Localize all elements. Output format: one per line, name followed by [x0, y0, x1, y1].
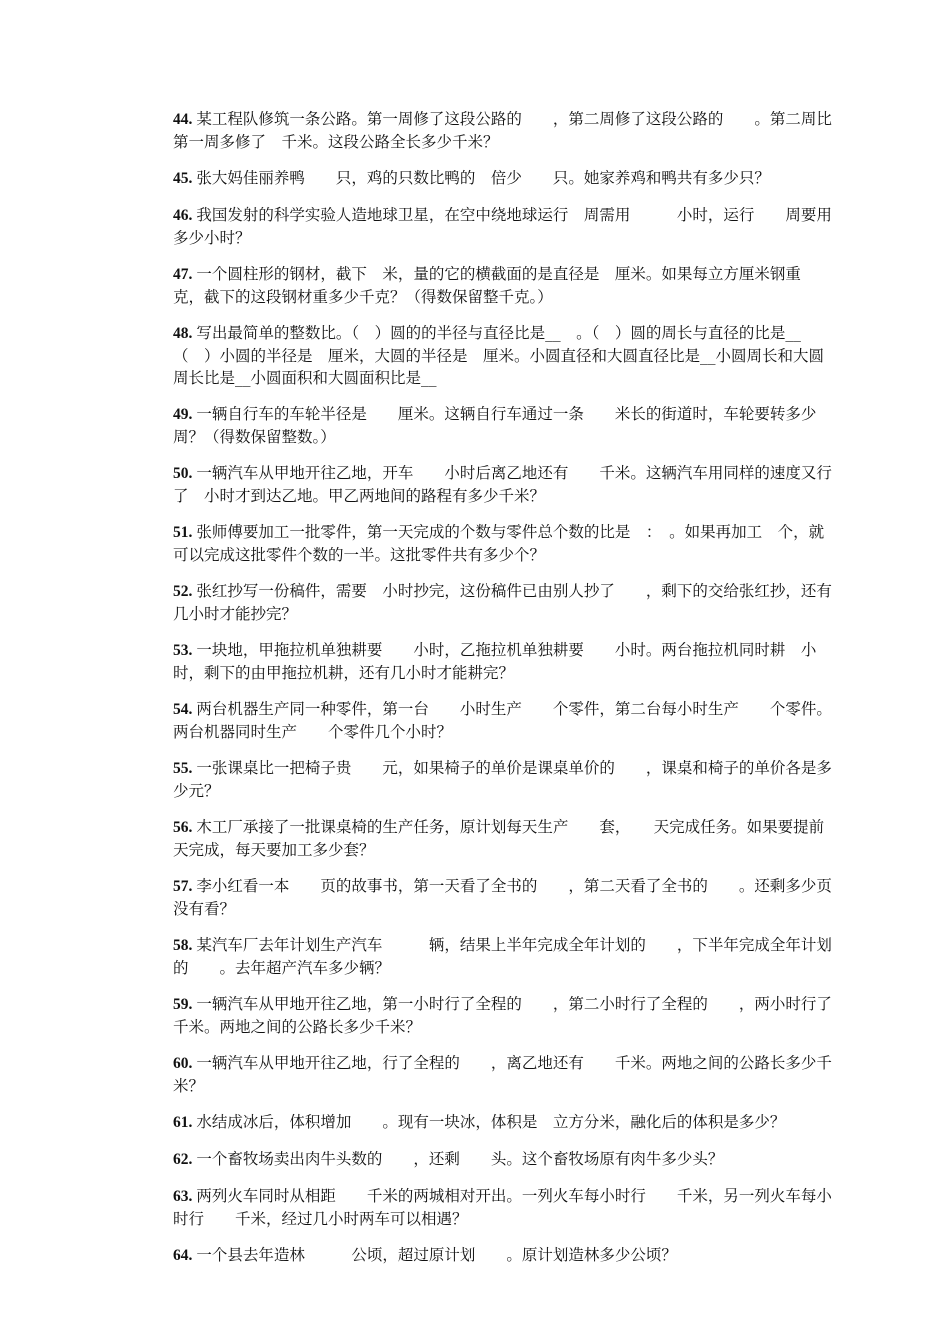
- question-number: 48.: [173, 325, 193, 342]
- question-47: [173, 263, 838, 308]
- question-text: 一块地，甲拖拉机单独耕要 小时，乙拖拉机单独耕要 小时。两台拖拉机同时耕 小时，剩下的由甲拖拉机耕，还有几小时才能耕完？: [173, 641, 817, 682]
- question-52: [173, 580, 838, 625]
- question-number: 47.: [173, 266, 193, 283]
- question-51: [173, 521, 838, 566]
- question-number: 56.: [173, 819, 193, 836]
- question-46: [173, 204, 838, 249]
- question-text: 张师傅要加工一批零件，第一天完成的个数与零件总个数的比是 ： 。如果再加工 个，就可以完成这批零件个数的一半。这批零件共有多少个？: [173, 523, 825, 564]
- question-text: 张红抄写一份稿件，需要 小时抄完，这份稿件已由别人抄了 ，剩下的交给张红抄，还有几小时才能抄完？: [173, 582, 832, 623]
- question-54: [173, 698, 838, 743]
- question-number: 52.: [173, 583, 193, 600]
- question-text: 两列火车同时从相距 千米的两城相对开出。一列火车每小时行 千米，另一列火车每小时行 千米，经过几小时两车可以相遇？: [173, 1187, 832, 1228]
- question-number: 57.: [173, 878, 193, 895]
- question-number: 53.: [173, 642, 193, 659]
- question-text: 一个畜牧场卖出肉牛头数的 ，还剩 头。这个畜牧场原有肉牛多少头？: [196, 1150, 724, 1168]
- question-text: 木工厂承接了一批课桌椅的生产任务，原计划每天生产 套， 天完成任务。如果要提前 天完成，每天要加工多少套？: [173, 818, 840, 859]
- question-56: [173, 816, 838, 861]
- question-number: 54.: [173, 701, 193, 718]
- question-text: 一辆汽车从甲地开往乙地，行了全程的 ，离乙地还有 千米。两地之间的公路长多少千米？: [173, 1054, 832, 1095]
- question-62: [173, 1148, 838, 1171]
- question-text: 一张课桌比一把椅子贵 元，如果椅子的单价是课桌单价的 ，课桌和椅子的单价各是多少元？: [173, 759, 832, 800]
- question-63: [173, 1185, 838, 1230]
- question-number: 62.: [173, 1151, 193, 1168]
- question-number: 55.: [173, 760, 193, 777]
- question-50: [173, 462, 838, 507]
- question-text: 两台机器生产同一种零件，第一台 小时生产 个零件，第二台每小时生产 个零件。两台机器同时生产 个零件几个小时？: [173, 700, 832, 741]
- question-text: 某工程队修筑一条公路。第一周修了这段公路的 ，第二周修了这段公路的 。第二周比第一周多修了 千米。这段公路全长多少千米？: [173, 110, 832, 151]
- question-text: 我国发射的科学实验人造地球卫星，在空中绕地球运行 周需用 小时，运行 周要用多少小时？: [173, 206, 832, 247]
- question-number: 61.: [173, 1114, 193, 1131]
- question-text: 一辆自行车的车轮半径是 厘米。这辆自行车通过一条 米长的街道时，车轮要转多少周？（得数保留整数。）: [173, 405, 817, 446]
- question-53: [173, 639, 838, 684]
- question-text: 一个县去年造林 公顷，超过原计划 。原计划造林多少公顷？: [196, 1246, 677, 1264]
- question-45: [173, 167, 838, 190]
- question-number: 45.: [173, 170, 193, 187]
- question-number: 46.: [173, 207, 193, 224]
- question-text: 写出最简单的整数比。（ ）圆的的半径与直径比是__ 。（ ）圆的周长与直径的比是__（ ）小圆的半径是 厘米，大圆的半径是 厘米。小圆直径和大圆直径比是__小圆周长和大圆周长比是__小圆面积和大圆面积比是__: [173, 324, 825, 387]
- question-49: [173, 403, 838, 448]
- question-number: 58.: [173, 937, 193, 954]
- question-64: [173, 1244, 838, 1267]
- question-61: [173, 1111, 838, 1134]
- worksheet-page: [173, 108, 863, 1281]
- question-number: 63.: [173, 1188, 193, 1205]
- question-60: [173, 1052, 838, 1097]
- question-44: [173, 108, 838, 153]
- question-number: 64.: [173, 1247, 193, 1264]
- question-58: [173, 934, 838, 979]
- question-text: 一辆汽车从甲地开往乙地，第一小时行了全程的 ，第二小时行了全程的 ，两小时行了 千米。两地之间的公路长多少千米？: [173, 995, 863, 1036]
- question-text: 某汽车厂去年计划生产汽车 辆，结果上半年完成全年计划的 ，下半年完成全年计划的 。去年超产汽车多少辆？: [173, 936, 832, 977]
- question-text: 一辆汽车从甲地开往乙地，开车 小时后离乙地还有 千米。这辆汽车用同样的速度又行了 小时才到达乙地。甲乙两地间的路程有多少千米？: [173, 464, 832, 505]
- question-text: 一个圆柱形的钢材，截下 米，量的它的横截面的是直径是 厘米。如果每立方厘米钢重 克，截下的这段钢材重多少千克？（得数保留整千克。）: [173, 265, 832, 306]
- question-text: 水结成冰后，体积增加 。现有一块冰，体积是 立方分米，融化后的体积是多少？: [196, 1113, 786, 1131]
- question-48: [173, 322, 838, 389]
- question-57: [173, 875, 838, 920]
- question-text: 李小红看一本 页的故事书，第一天看了全书的 ，第二天看了全书的 。还剩多少页没有看？: [173, 877, 832, 918]
- question-number: 44.: [173, 111, 193, 128]
- question-59: [173, 993, 863, 1038]
- question-number: 60.: [173, 1055, 193, 1072]
- question-text: 张大妈佳丽养鸭 只，鸡的只数比鸭的 倍少 只。她家养鸡和鸭共有多少只？: [196, 169, 770, 187]
- question-55: [173, 757, 838, 802]
- question-number: 50.: [173, 465, 193, 482]
- question-number: 49.: [173, 406, 193, 423]
- question-number: 59.: [173, 996, 193, 1013]
- question-number: 51.: [173, 524, 193, 541]
